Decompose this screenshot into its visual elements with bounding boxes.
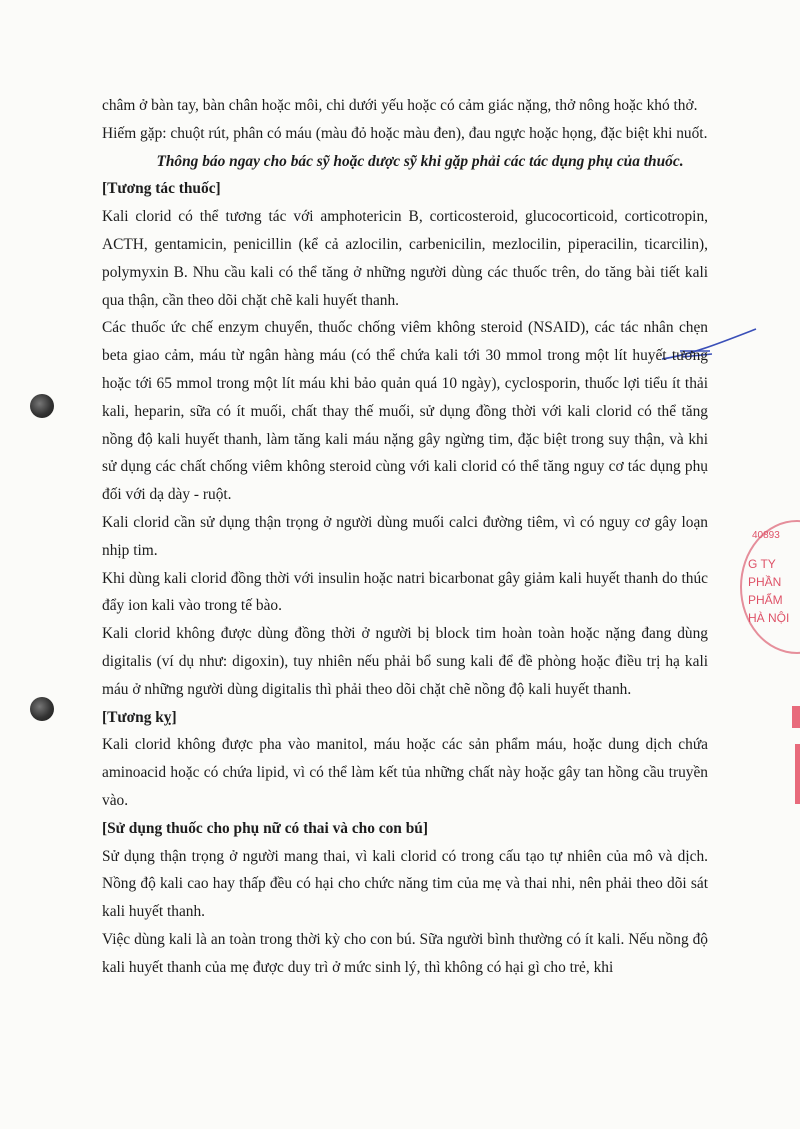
section-heading: [Sử dụng thuốc cho phụ nữ có thai và cho con bú] (102, 819, 428, 837)
punch-hole-top (30, 394, 54, 418)
edge-stamp-mark (795, 744, 800, 804)
punch-hole-bottom (30, 697, 54, 721)
paragraph: Sử dụng thận trọng ở người mang thai, vì kali clorid có trong cấu tạo tự nhiên của mô và dịch. Nồng độ kali cao hay thấp đều có hại cho chức năng tim của mẹ và thai nhi, nên phải theo dõi sát kali huyết thanh. (102, 847, 708, 921)
paragraph: Các thuốc ức chế enzym chuyển, thuốc chống viêm không steroid (NSAID), các tác nhân chẹn beta giao cảm, máu từ ngân hàng máu (có thể chứa kali tới 30 mmol trong một lít huyết tương hoặc tới 65 mmol trong một lít máu khi bảo quản quá 10 ngày), cyclosporin, thuốc lợi tiểu ít thải kali, heparin, sữa có ít muối, chất thay thế muối, sử dụng đồng thời với kali clorid có thể tăng nồng độ kali huyết thanh, làm tăng kali máu nặng gây ngừng tim, đặc biệt trong suy thận, và khi sử dụng các chất chống viêm không steroid cùng với kali clorid có thể tăng nguy cơ tác dụng phụ đối với dạ dày - ruột. (102, 319, 708, 504)
section-heading: [Tương kỵ] (102, 708, 177, 726)
paragraph: Kali clorid không được pha vào manitol, máu hoặc các sản phẩm máu, hoặc dung dịch chứa aminoacid hoặc có chứa lipid, vì có thể làm kết tủa những chất này hoặc gây tan hồng cầu truyền vào. (102, 736, 708, 809)
section-heading: [Tương tác thuốc] (102, 180, 221, 198)
paragraph: Việc dùng kali là an toàn trong thời kỳ cho con bú. Sữa người bình thường có ít kali. Nếu nồng độ kali huyết thanh của mẹ được duy trì ở mức sinh lý, thì không có hại gì cho trẻ, khi (102, 930, 708, 976)
document-body (102, 92, 708, 982)
stamp-line: PHẨM (748, 593, 783, 607)
paragraph: châm ở bàn tay, bàn chân hoặc môi, chi dưới yếu hoặc có cảm giác nặng, thở nông hoặc khó thở. (102, 97, 698, 114)
paragraph: Kali clorid cần sử dụng thận trọng ở người dùng muối calci đường tiêm, vì có nguy cơ gây loạn nhịp tim. (102, 513, 708, 559)
paragraph: Khi dùng kali clorid đồng thời với insulin hoặc natri bicarbonat gây giảm kali huyết thanh do thúc đẩy ion kali vào trong tế bào. (102, 569, 708, 615)
stamp-line: 40893 (752, 530, 780, 541)
paragraph: Kali clorid có thể tương tác với amphotericin B, corticosteroid, glucocorticoid, corticotropin, ACTH, gentamicin, penicillin (kể cả azlocilin, carbenicilin, mezlocilin, piperacilin, ticarcilin), polymyxin B. Nhu cầu kali có thể tăng ở những người dùng các thuốc trên, do tăng bài tiết kali qua thận, cần theo dõi chặt chẽ kali huyết thanh. (102, 208, 708, 309)
stamp-line: PHẦN (748, 575, 782, 589)
company-stamp (740, 520, 800, 660)
paragraph: Kali clorid không được dùng đồng thời ở người bị block tim hoàn toàn hoặc nặng đang dùng digitalis (ví dụ như: digoxin), tuy nhiên nếu phải bổ sung kali để đề phòng hoặc điều trị hạ kali máu ở những người dùng digitalis thì phải theo dõi chặt chẽ nồng độ kali huyết thanh. (102, 625, 708, 698)
edge-stamp-mark (792, 706, 800, 728)
stamp-line: G TY (748, 557, 776, 571)
paragraph: Hiếm gặp: chuột rút, phân có máu (màu đỏ hoặc màu đen), đau ngực hoặc họng, đặc biệt khi nuốt. (102, 124, 708, 142)
stamp-line: HÀ NỘI (748, 611, 790, 625)
notice-text: Thông báo ngay cho bác sỹ hoặc dược sỹ khi gặp phải các tác dụng phụ của thuốc. (156, 152, 684, 170)
